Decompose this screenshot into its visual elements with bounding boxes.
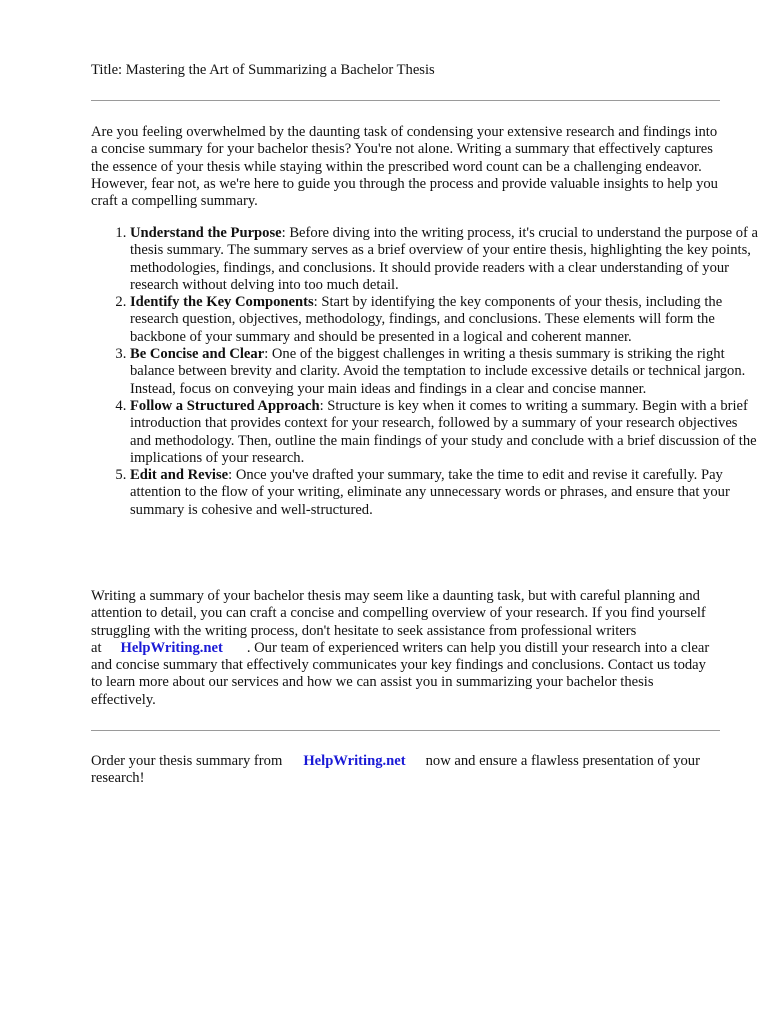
step-title: Be Concise and Clear bbox=[130, 346, 265, 363]
step-title: Understand the Purpose bbox=[130, 225, 282, 241]
list-item bbox=[130, 467, 759, 519]
title-divider bbox=[91, 100, 720, 101]
list-item bbox=[130, 346, 759, 398]
step-text: : Start by identifying the key components of your thesis, including the research question, objectives, methodology, findings, and conclusions. These elements will form the backbone of your summary and should be presented in a logical and coherent manner. bbox=[130, 294, 723, 345]
closing-paragraph bbox=[91, 588, 720, 709]
list-item bbox=[130, 398, 759, 467]
step-title: Edit and Revise bbox=[130, 467, 229, 484]
closing-text-after: . Our team of experienced writers can help you distill your research into a clear and concise summary that effectively communicates your key findings and conclusions. Contact us today to learn more about our services and how we can assist you in summarizing your bachelor thesis effectively. bbox=[91, 639, 710, 708]
document-title: Title: Mastering the Art of Summarizing a Bachelor Thesis bbox=[91, 62, 435, 78]
footer-divider bbox=[91, 730, 720, 731]
list-item bbox=[130, 294, 759, 346]
list-item bbox=[130, 225, 759, 294]
step-text: : Before diving into the writing process, it's crucial to understand the purpose of a thesis summary. The summary serves as a brief overview of your entire thesis, highlighting the key points, methodologies, findings, and conclusions. It should provide readers with a clear understanding of your research without delving into too much detail. bbox=[130, 225, 759, 293]
closing-text-before: Writing a summary of your bachelor thesis may seem like a daunting task, but with careful planning and attention to detail, you can craft a concise and compelling overview of your research. If you find yourself struggling with the writing process, don't hesitate to seek assistance from professional writers at bbox=[91, 588, 706, 656]
steps-list bbox=[91, 225, 759, 519]
step-title: Follow a Structured Approach bbox=[130, 397, 320, 414]
step-text: : One of the biggest challenges in writing a thesis summary is striking the right balance between brevity and clarity. Avoid the temptation to include excessive details or technical jargon. Instead, focus on conveying your main ideas and findings in a clear and concise manner. bbox=[130, 346, 746, 397]
helpwriting-link[interactable]: HelpWriting.net bbox=[120, 639, 223, 656]
step-text: : Once you've drafted your summary, take the time to edit and revise it carefully. Pay attention to the flow of your writing, eliminate any unnecessary words or phrases, and ensure that your summary is cohesive and well-structured. bbox=[130, 467, 730, 518]
cta-text-after: now and ensure a flawless presentation of your research! bbox=[91, 753, 700, 787]
step-title: Identify the Key Components bbox=[130, 294, 314, 311]
cta-helpwriting-link[interactable]: HelpWriting.net bbox=[303, 753, 406, 769]
intro-paragraph: Are you feeling overwhelmed by the daunting task of condensing your extensive research and findings into a concise summary for your bachelor thesis? You're not alone. Writing a summary that effectively captures the essence of your thesis while staying within the prescribed word count can be a challenging endeavor. However, fear not, as we're here to guide you through the process and provide valuable insights to help you craft a compelling summary. bbox=[91, 124, 718, 210]
cta-text-before: Order your thesis summary from bbox=[91, 753, 283, 769]
cta-paragraph bbox=[91, 753, 720, 788]
step-text: : Structure is key when it comes to writing a summary. Begin with a brief introduction that provides context for your research, followed by a summary of your research objectives and methodology. Then, outline the main findings of your study and conclude with a brief discussion of the implications of your research. bbox=[130, 397, 757, 466]
